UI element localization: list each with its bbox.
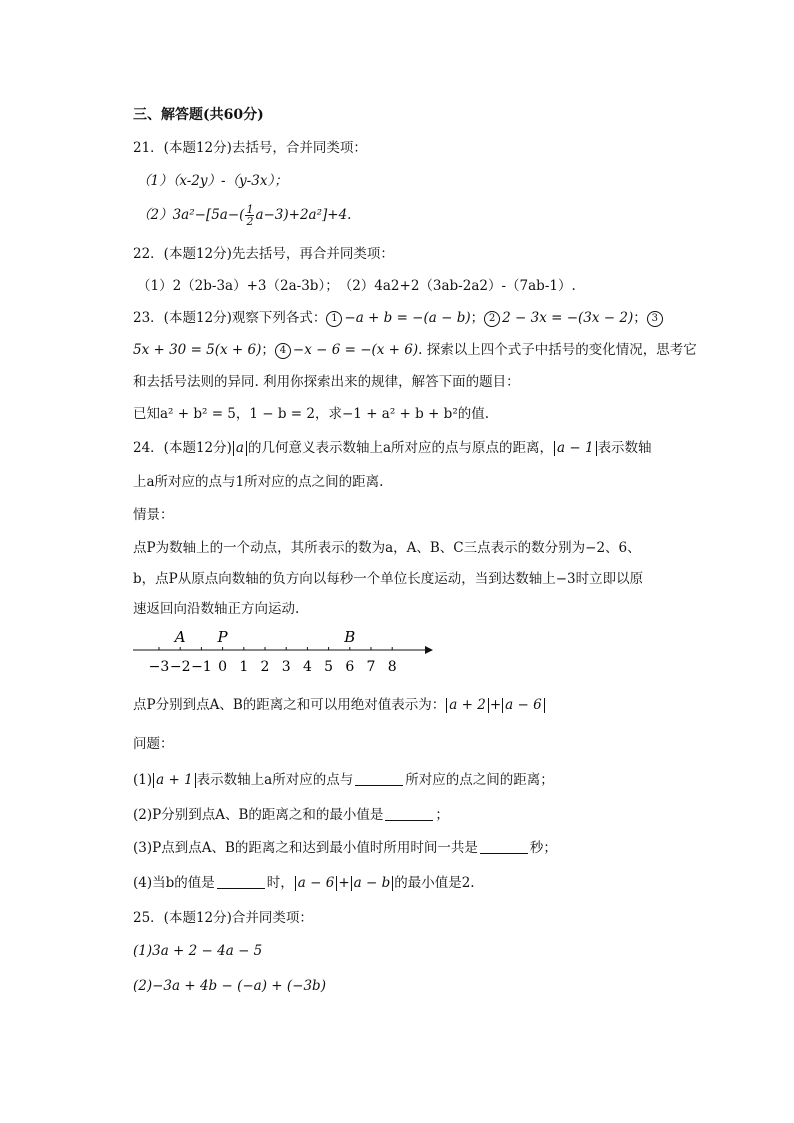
q24-p4-post: 的最小值是2. [394, 875, 475, 891]
q24-stem-mid: 的几何意义表示数轴上a所对应的点与原点的距离， [247, 440, 554, 456]
abs-a-plus-1: a + 1 [153, 773, 196, 788]
fraction-half [245, 204, 254, 227]
q24-context-1: 点P为数轴上的一个动点，其所表示的数为a，A、B、C三点表示的数分别为−2、6、 [133, 540, 641, 556]
q24-p3-post: 秒； [529, 840, 557, 856]
number-line-tick-label: −2 [169, 659, 191, 675]
q21-part2-pre: （2）3a²−[5a−( [137, 207, 245, 223]
q25-part2: (2)−3a + 4b − (−a) + (−3b) [133, 978, 326, 994]
q21-stem: 21．(本题12分)去括号，合并同类项： [133, 140, 367, 156]
q24-sum-line [133, 695, 546, 715]
q24-p1-post: 所对应的点之间的距离； [405, 772, 554, 788]
q24-stem-post: 表示数轴 [597, 440, 652, 456]
number-line-point-label: A [174, 628, 186, 646]
q23-line2 [133, 340, 697, 360]
number-line-tick-label: −1 [191, 659, 212, 675]
q21-part2-post: a−3)+2a²]+4. [255, 207, 352, 223]
q24-p4-pre: (4)当b的值是 [133, 875, 215, 891]
q24-stem-pre: 24．(本题12分) [133, 440, 232, 456]
number-line-tick-label: 1 [239, 659, 249, 675]
number-line-tick-label: 0 [218, 659, 228, 675]
answer-blank-4[interactable] [217, 874, 265, 889]
q23-tail: . 探索以上四个式子中括号的变化情况，思考它 [418, 342, 697, 358]
abs-a-minus-1: a − 1 [554, 441, 597, 456]
q23-line3: 和去括号法则的异同. 利用你探索出来的规律，解答下面的题目： [133, 374, 520, 390]
q23-eq2: 2 − 3x = −(3x − 2) [502, 310, 634, 326]
q24-p2-post: ； [435, 807, 449, 823]
q24-line2: 上a所对应的点与1所对应的点之间的距离. [133, 474, 384, 490]
q24-context-3: 速返回向沿数轴正方向运动. [133, 601, 300, 617]
abs-a-minus-b: a − b [351, 876, 394, 891]
number-line-point-label: B [344, 628, 356, 646]
q24-question-label: 问题： [133, 736, 174, 752]
q24-part3 [133, 838, 557, 858]
q24-context-label: 情景： [133, 507, 174, 523]
abs-a-minus-6-b: a − 6 [295, 876, 338, 891]
number-line-tick-label: 3 [281, 659, 291, 675]
number-line-tick-label: 5 [324, 659, 334, 675]
section-title: 三、解答题(共60分) [133, 107, 264, 123]
q24-p2-pre: (2)P分别到点A、B的距离之和的最小值是 [133, 807, 384, 823]
q23-line4: 已知a² + b² = 5，1 − b = 2，求−1 + a² + b + b²的值. [133, 406, 490, 422]
q22-parts: （1）2（2b-3a）+3（2a-3b）； （2）4a2+2（3ab-2a2）-（7ab-1）. [137, 278, 576, 294]
number-line-tick-label: 2 [260, 659, 270, 675]
number-line-tick-label: −3 [148, 659, 170, 675]
circled-2-icon: 2 [484, 311, 500, 327]
number-line-tick-label: 6 [345, 659, 355, 675]
q23-line1 [133, 308, 665, 328]
circled-1-icon: 1 [326, 311, 342, 327]
q22-stem: 22．(本题12分)先去括号，再合并同类项： [133, 246, 394, 262]
q24-sum-pre: 点P分别到点A、B的距离之和可以用绝对值表示为： [133, 697, 446, 713]
q24-p4-mid: 时， [266, 875, 294, 891]
q23-sep1: ； [470, 310, 485, 326]
abs-a-minus-6: a − 6 [502, 698, 545, 713]
number-line-tick-label: 7 [366, 659, 376, 675]
q23-sep3: ； [261, 342, 275, 358]
q24-line1 [133, 438, 652, 458]
q21-part1: （1）（x-2y）-（y-3x）； [137, 173, 288, 189]
q24-context-2: b，点P从原点向数轴的负方向以每秒一个单位长度运动，当到达数轴上−3时立即以原 [133, 571, 644, 587]
number-line-tick-label: 8 [387, 659, 397, 675]
q24-p1-pre: (1) [133, 772, 153, 788]
abs-a: a [233, 441, 247, 456]
q24-part4 [133, 873, 475, 893]
fraction-denominator: 2 [246, 215, 254, 228]
q24-part2 [133, 805, 449, 825]
q23-eq4: −x − 6 = −(x + 6) [292, 342, 419, 358]
fraction-numerator: 1 [246, 203, 254, 216]
q24-part1 [133, 770, 554, 790]
q23-eq1: −a + b = −(a − b) [344, 310, 471, 326]
circled-4-icon: 4 [275, 343, 291, 359]
answer-blank-3[interactable] [480, 839, 528, 854]
number-line-tick-label: 4 [302, 659, 312, 675]
q24-p1-mid: 表示数轴上a所对应的点与 [196, 772, 354, 788]
q23-eq3: 5x + 30 = 5(x + 6) [133, 342, 262, 358]
number-line-point-label: P [217, 628, 228, 646]
circled-3-icon: 3 [647, 311, 663, 327]
q24-p4-plus: + [338, 875, 350, 891]
abs-a-plus-2: a + 2 [446, 698, 489, 713]
q23-sep2: ； [633, 310, 647, 326]
q24-p3-pre: (3)P点到点A、B的距离之和达到最小值时所用时间一共是 [133, 840, 478, 856]
q23-stem: 23．(本题12分)观察下列各式： [133, 310, 327, 326]
q25-part1: (1)3a + 2 − 4a − 5 [133, 943, 263, 959]
q25-stem: 25．(本题12分)合并同类项： [133, 910, 313, 926]
q24-sum-plus: + [489, 697, 502, 713]
number-line [133, 625, 433, 675]
answer-blank-2[interactable] [385, 806, 433, 821]
number-line-arrow-icon [425, 646, 433, 654]
answer-blank-1[interactable] [355, 771, 403, 786]
q21-part2 [137, 204, 351, 227]
